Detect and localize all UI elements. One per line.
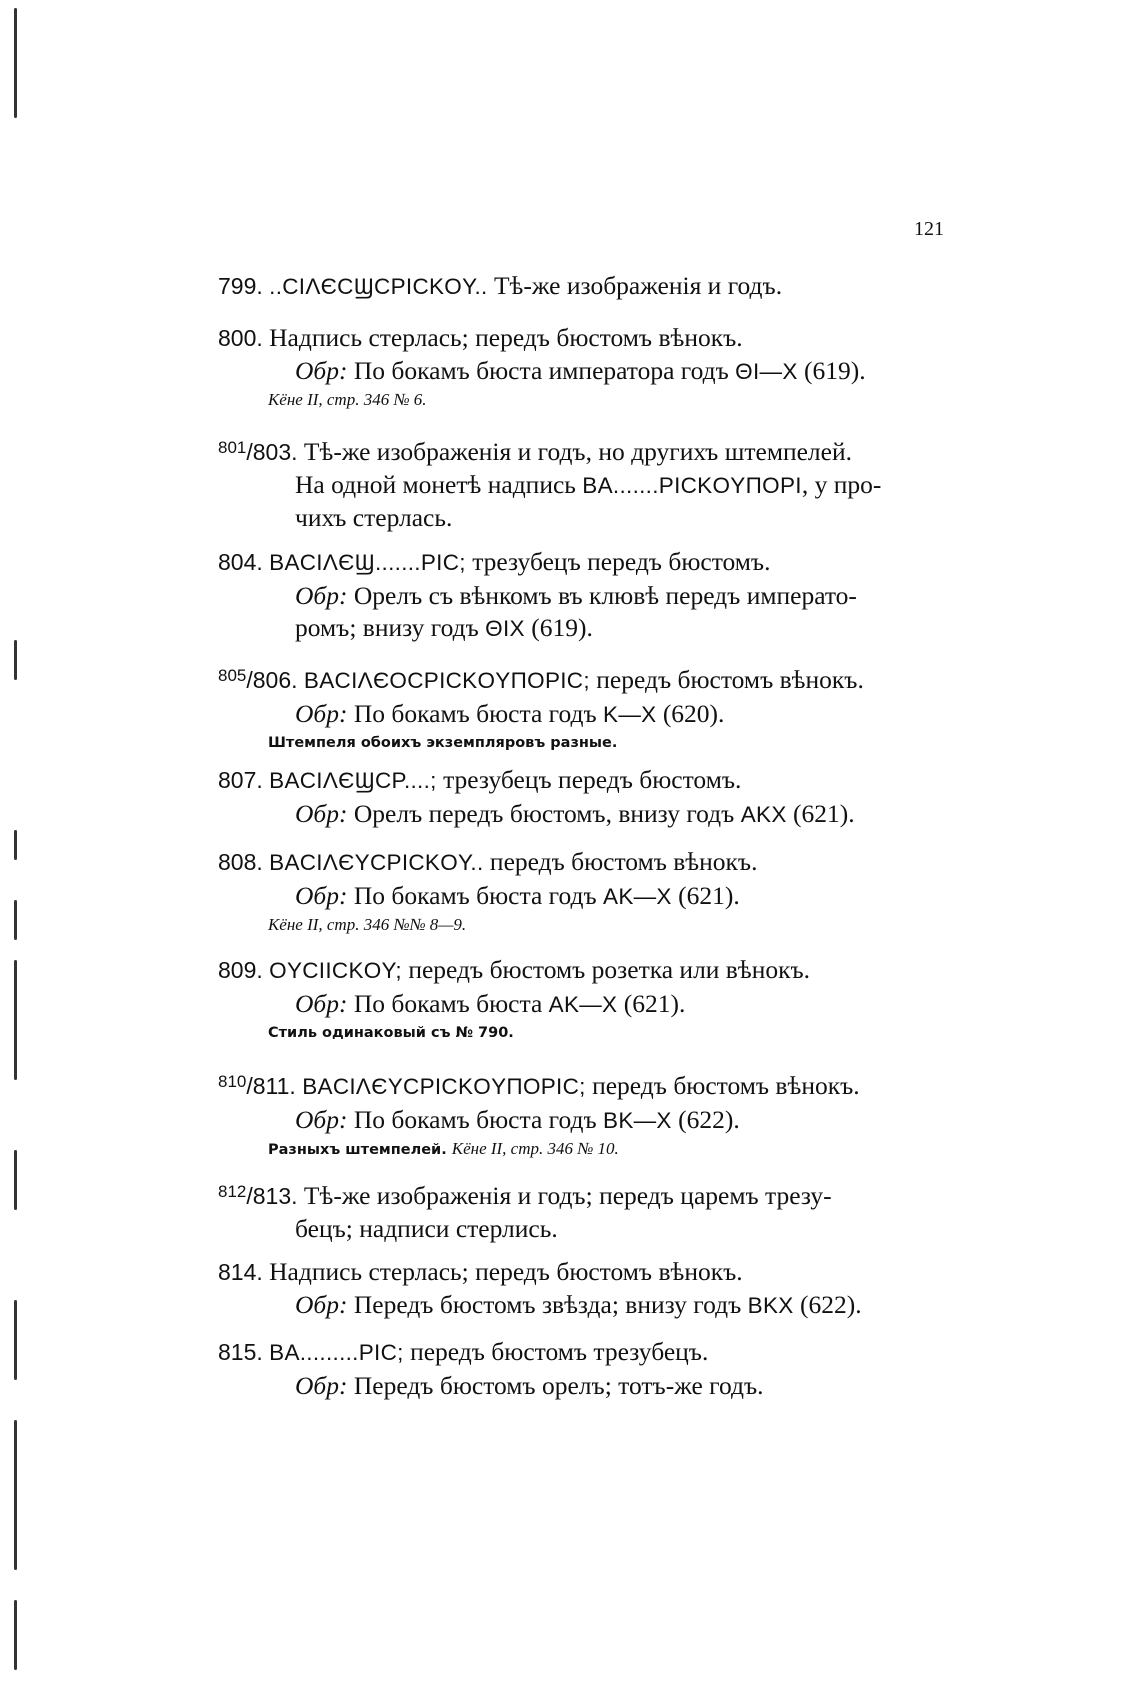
note: Штемпеля обоихъ экземпляровъ разные.	[268, 735, 618, 752]
inscription: BACIΛЄϢCP....;	[269, 768, 437, 793]
entry-815	[218, 1336, 990, 1402]
entry-text-tail: (622).	[793, 1289, 862, 1319]
inscription: ..CIΛЄCϢCPICKOY..	[269, 274, 488, 299]
entry-text: ромъ; внизу годъ	[295, 613, 486, 643]
entry-text-tail: (621).	[671, 880, 740, 910]
entry-number-main: 812	[218, 1182, 247, 1201]
entry-812-813	[218, 1176, 990, 1245]
year-code: ΘI—X	[735, 358, 798, 384]
obverse-line	[218, 798, 990, 832]
year-code: BK—X	[603, 1107, 672, 1133]
entry-line	[218, 764, 990, 798]
year-code: BKX	[747, 1292, 794, 1318]
entry-text: чихъ стерлась.	[295, 503, 453, 533]
entry-text: Тѣ-же изображенія и годъ; передъ царемъ трезу-	[303, 1181, 832, 1210]
inscription: BA.......PICKOYΠOPI	[582, 472, 802, 498]
entry-text-tail: (621).	[786, 798, 855, 828]
entry-text: По бокамъ бюста годъ	[347, 880, 604, 910]
obverse-label: Обр:	[295, 1370, 348, 1400]
year-code: AK—X	[603, 883, 672, 909]
entry-number: 807.	[218, 767, 263, 793]
entry-line	[218, 660, 990, 698]
note-text: Разныхъ штемпелей.	[268, 1142, 447, 1159]
scan-margin-marks	[14, 0, 32, 1689]
entry-text-tail: (620).	[656, 698, 725, 728]
entry-text: Тѣ-же изображенія и годъ.	[487, 271, 783, 300]
reference: Кёне II, стр. 346 № 6.	[268, 390, 427, 410]
entry-line	[218, 432, 990, 469]
entry-text: Надпись стерлась; передъ бюстомъ вѣнокъ.	[269, 1257, 743, 1286]
entry-number-range: /813.	[246, 1183, 298, 1209]
inscription: BACIΛЄYCPICKOYΠOPIC;	[302, 1074, 586, 1099]
entry-text: передъ бюстомъ вѣнокъ.	[589, 665, 864, 694]
entry-number: 804.	[218, 549, 263, 575]
entry-text-tail: (619).	[524, 613, 593, 643]
entry-number-main: 805	[218, 666, 247, 685]
reference: Кёне II, стр. 346 №№ 8—9.	[268, 915, 467, 935]
page-number: 121	[914, 218, 944, 240]
entry-text: По бокамъ бюста	[347, 988, 549, 1018]
entry-number-range: /806.	[246, 667, 298, 693]
year-code: AK—X	[548, 991, 618, 1017]
entry-number: 808.	[218, 849, 263, 875]
note	[218, 1137, 990, 1162]
entry-line	[218, 270, 990, 304]
obverse-line	[218, 988, 990, 1022]
entry-line	[218, 846, 990, 880]
obverse-label: Обр:	[295, 580, 348, 610]
obverse-line	[218, 580, 990, 613]
entry-805-806	[218, 660, 990, 755]
entry-line	[218, 546, 990, 580]
entry-text: Надпись стерлась; передъ бюстомъ вѣнокъ.	[269, 323, 743, 352]
entry-line	[218, 322, 990, 355]
year-code: ΘIX	[485, 616, 525, 642]
obverse-line	[218, 1104, 990, 1138]
entry-line	[218, 469, 990, 503]
entry-text-tail: (622).	[671, 1104, 740, 1134]
entry-text-tail: , у про-	[801, 469, 882, 499]
entry-number: 814.	[218, 1259, 263, 1285]
inscription: BACIΛЄϢ.......PIC;	[269, 550, 466, 575]
entry-text: По бокамъ бюста императора годъ	[347, 355, 736, 385]
entry-800	[218, 322, 990, 412]
inscription: BA.........PIC;	[269, 1340, 404, 1365]
entry-809	[218, 954, 990, 1045]
inscription: BACIΛЄYCPICKOY..	[269, 850, 484, 875]
entry-number: 809.	[218, 957, 263, 983]
obverse-line	[218, 698, 990, 732]
entry-line	[218, 502, 990, 535]
obverse-label: Обр:	[295, 698, 348, 728]
obverse-line	[218, 1370, 990, 1403]
obverse-label: Обр:	[295, 798, 348, 828]
entry-text: На одной монетѣ надпись	[295, 469, 583, 499]
entry-line	[218, 1256, 990, 1289]
note: Стиль одинаковый съ № 790.	[268, 1025, 514, 1042]
entry-number-range: /803.	[246, 439, 298, 465]
obverse-label: Обр:	[295, 880, 348, 910]
entry-text: Передъ бюстомъ звѣзда; внизу годъ	[347, 1289, 748, 1319]
entry-text: По бокамъ бюста годъ	[347, 698, 604, 728]
entry-line	[218, 1066, 990, 1104]
entry-text: Орелъ съ вѣнкомъ въ клювѣ передъ императо-	[347, 580, 857, 610]
entry-text: передъ бюстомъ вѣнокъ.	[585, 1071, 860, 1100]
entry-804	[218, 546, 990, 646]
inscription: BACIΛЄOCPICKOYΠOPIC;	[303, 668, 590, 693]
entry-number-main: 810	[218, 1072, 247, 1091]
entry-text: Передъ бюстомъ орелъ; тотъ-же годъ.	[347, 1370, 764, 1400]
entry-808	[218, 846, 990, 937]
entry-line	[218, 612, 990, 646]
entry-text: бецъ; надписи стерлись.	[295, 1213, 558, 1243]
obverse-label: Обр:	[295, 1289, 348, 1319]
entry-number-range: /811.	[246, 1073, 296, 1099]
note-reference: Кёне II, стр. 346 № 10.	[451, 1139, 619, 1159]
obverse-label: Обр:	[295, 355, 348, 385]
entry-801-803	[218, 432, 990, 535]
entry-line	[218, 1336, 990, 1370]
obverse-label: Обр:	[295, 988, 348, 1018]
year-code: K—X	[603, 701, 657, 727]
entry-number: 799.	[218, 273, 263, 299]
entry-number: 800.	[218, 325, 263, 351]
entry-number-main: 801	[218, 438, 247, 457]
obverse-line	[218, 355, 990, 389]
entry-text: Орелъ передъ бюстомъ, внизу годъ	[347, 798, 741, 828]
year-code: AKX	[740, 801, 787, 827]
entry-text: По бокамъ бюста годъ	[347, 1104, 604, 1134]
entry-814	[218, 1256, 990, 1322]
entry-text-tail: (619).	[797, 355, 866, 385]
obverse-line	[218, 880, 990, 914]
entry-807	[218, 764, 990, 831]
entry-text: трезубецъ передъ бюстомъ.	[436, 765, 742, 794]
entry-line	[218, 954, 990, 988]
entry-text-tail: (621).	[617, 988, 686, 1018]
entry-text: передъ бюстомъ розетка или вѣнокъ.	[401, 955, 811, 984]
obverse-label: Обр:	[295, 1104, 348, 1134]
entry-text: Тѣ-же изображенія и годъ, но другихъ штемпелей.	[303, 437, 852, 466]
entry-text: передъ бюстомъ вѣнокъ.	[483, 847, 758, 876]
entry-line	[218, 1176, 990, 1213]
entry-810-811	[218, 1066, 990, 1162]
entry-number: 815.	[218, 1339, 263, 1365]
entry-text: трезубецъ передъ бюстомъ.	[465, 547, 771, 576]
obverse-line	[218, 1289, 990, 1323]
inscription: OYCIICKOY;	[269, 958, 402, 983]
entry-line	[218, 1213, 990, 1246]
entry-799	[218, 270, 990, 304]
entry-text: передъ бюстомъ трезубецъ.	[403, 1337, 709, 1366]
